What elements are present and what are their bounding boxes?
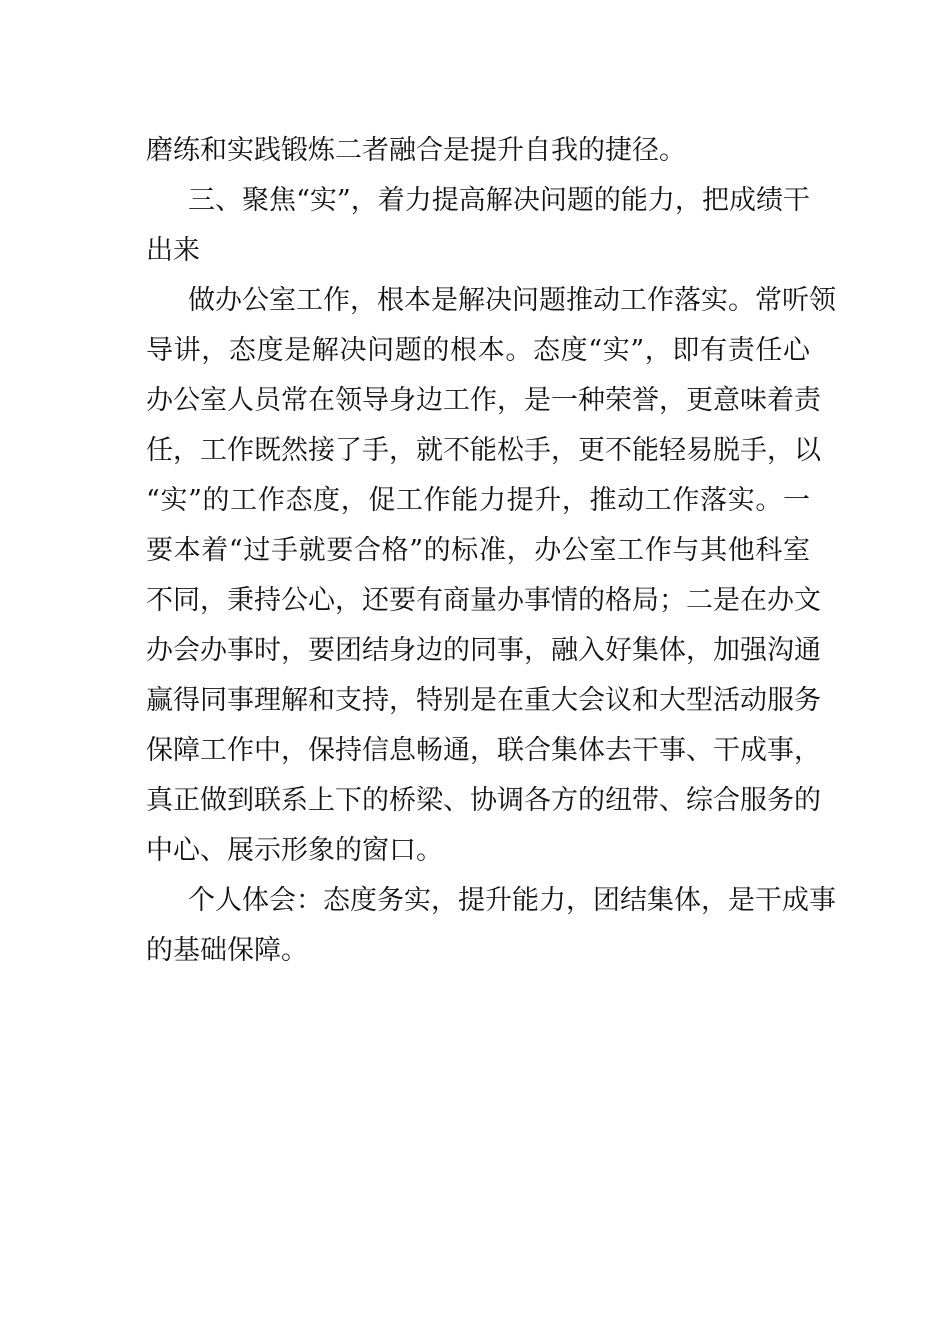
section-heading-line: 三、聚焦“实”，着力提高解决问题的能力，把成绩干 [188, 185, 810, 216]
text-line: 办会办事时，要团结身边的同事，融入好集体，加强沟通 [146, 635, 821, 666]
text-line: 中心、展示形象的窗口。 [146, 835, 443, 866]
section-heading-line: 出来 [146, 235, 200, 266]
text-line: 不同，秉持公心，还要有商量办事情的格局；二是在办文 [146, 585, 821, 616]
document-body [146, 126, 836, 976]
text-line: 做办公室工作，根本是解决问题推动工作落实。常听领 [188, 285, 836, 316]
text-line: 磨练和实践锻炼二者融合是提升自我的捷径。 [146, 135, 686, 166]
text-line: 真正做到联系上下的桥梁、协调各方的纽带、综合服务的 [146, 785, 821, 816]
text-line: 导讲，态度是解决问题的根本。态度“实”，即有责任心 [146, 335, 810, 366]
summary-line: 的基础保障。 [146, 935, 308, 966]
text-line: 办公室人员常在领导身边工作，是一种荣誉，更意味着责 [146, 385, 821, 416]
text-line: “实”的工作态度，促工作能力提升，推动工作落实。一 [146, 485, 810, 516]
text-line: 任，工作既然接了手，就不能松手，更不能轻易脱手，以 [146, 435, 821, 466]
summary-line: 个人体会：态度务实，提升能力，团结集体，是干成事 [188, 885, 836, 916]
text-line: 保障工作中，保持信息畅通，联合集体去干事、干成事， [146, 735, 821, 766]
text-line: 要本着“过手就要合格”的标准，办公室工作与其他科室 [146, 535, 810, 566]
text-line: 赢得同事理解和支持，特别是在重大会议和大型活动服务 [146, 685, 821, 716]
